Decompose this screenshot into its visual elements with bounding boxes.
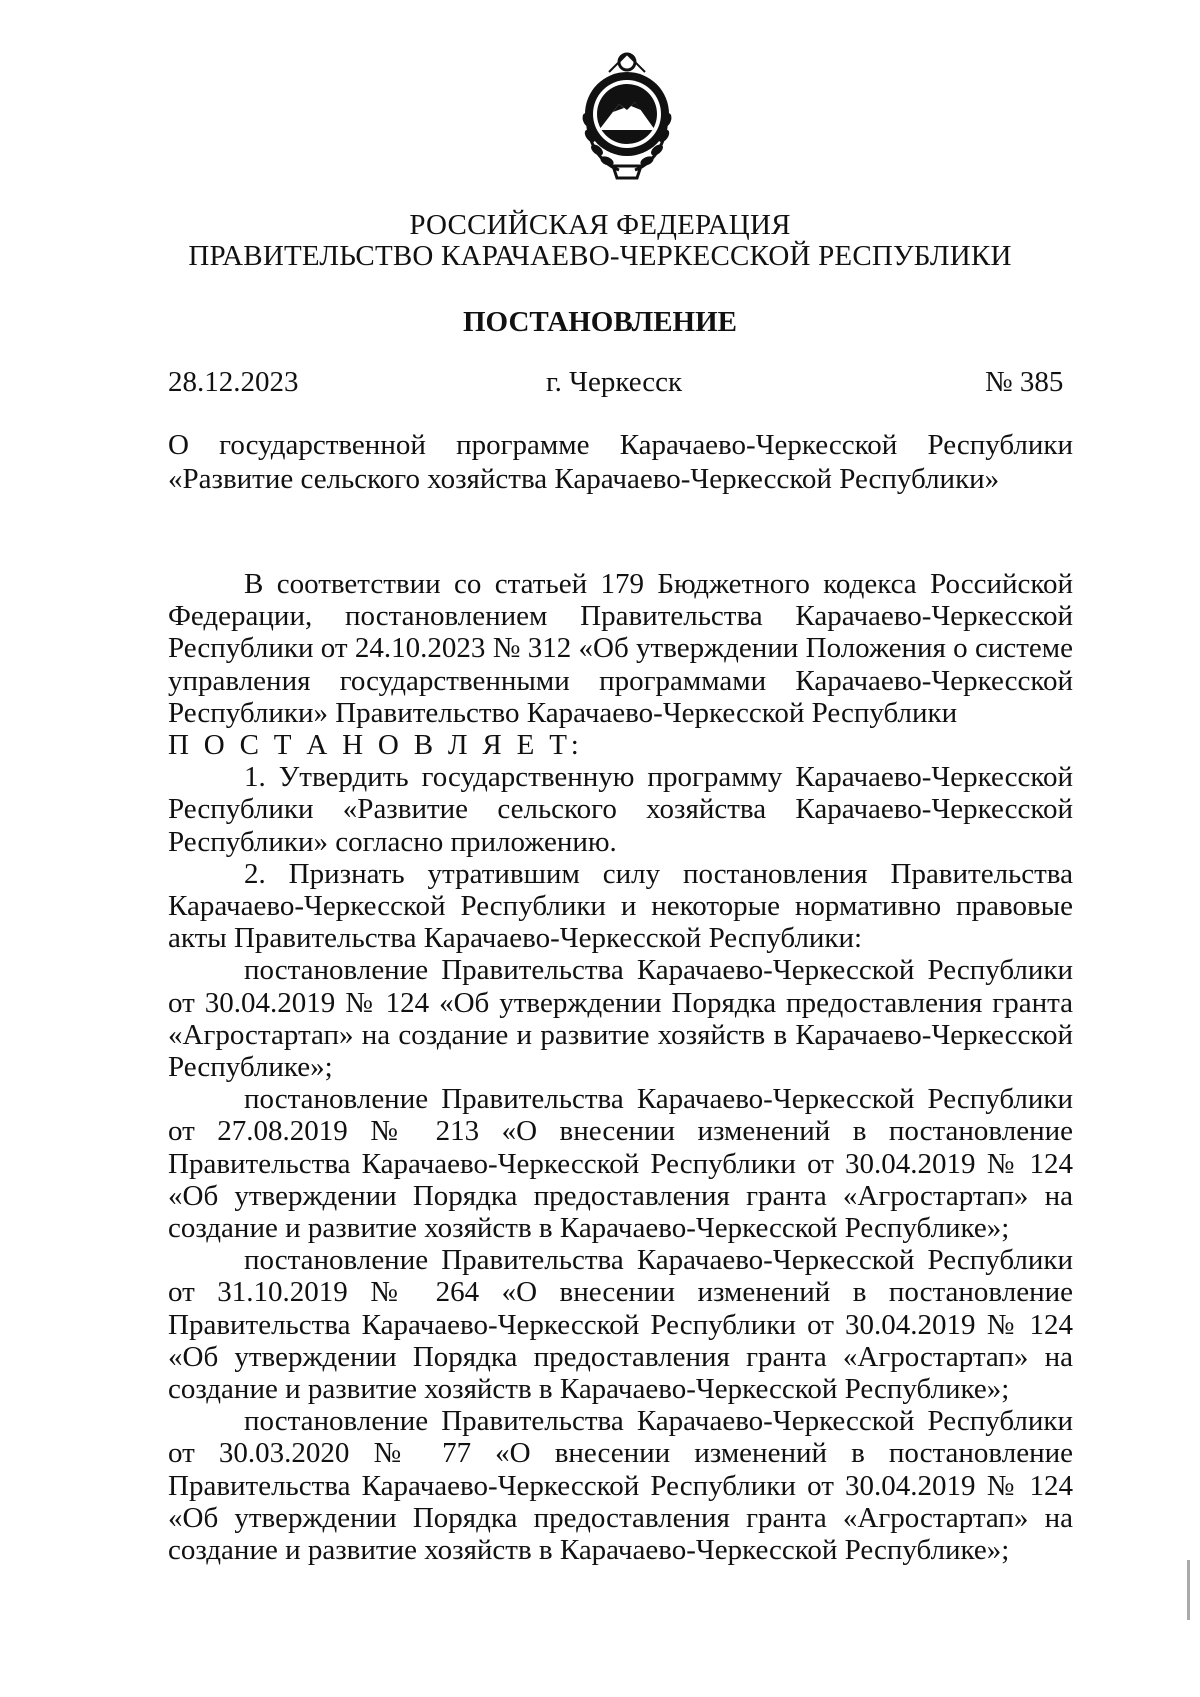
item-1-paragraph: 1. Утвердить государственную программу Карачаево-Черкесской Республики «Развитие сельского хозяйства Карачаево-Черкесской Республики» согласно приложению. [168,761,1073,858]
scan-artifact-divider [1187,1560,1190,1620]
repealed-act: постановление Правительства Карачаево-Черкесской Республики от 30.03.2020 № 77 «О внесении изменений в постановление Правительства Карачаево-Черкесской Республики от 30.04.2019 № 124 «Об утверждении Порядка предоставления гранта «Агростартап» на создание и развитие хозяйств в Карачаево-Черкесской Республике»; [168,1405,1073,1567]
repealed-act: постановление Правительства Карачаево-Черкесской Республики от 31.10.2019 № 264 «О внесении изменений в постановление Правительства Карачаево-Черкесской Республики от 30.04.2019 № 124 «Об утверждении Порядка предоставления гранта «Агростартап» на создание и развитие хозяйств в Карачаево-Черкесской Республике»; [168,1244,1073,1406]
document-body [168,568,1073,1566]
document-subject: О государственной программе Карачаево-Черкесской Республики «Развитие сельского хозяйства Карачаево-Черкесской Республики» [168,429,1073,495]
country-heading: РОССИЙСКАЯ ФЕДЕРАЦИЯ [409,209,791,241]
document-type-title: ПОСТАНОВЛЕНИЕ [462,306,737,338]
government-heading: ПРАВИТЕЛЬСТВО КАРАЧАЕВО-ЧЕРКЕССКОЙ РЕСПУБЛИКИ [188,240,1012,272]
preamble-paragraph: В соответствии со статьей 179 Бюджетного кодекса Российской Федерации, постановлением Правительства Карачаево-Черкесской Республики от 24.10.2023 № 312 «Об утверждении Положения о системе управления государственными программами Карачаево-Черкесской Республики» Правительство Карачаево-Черкесской Республики [168,568,1073,729]
coat-of-arms-icon [569,48,685,182]
repealed-act: постановление Правительства Карачаево-Черкесской Республики от 27.08.2019 № 213 «О внесении изменений в постановление Правительства Карачаево-Черкесской Республики от 30.04.2019 № 124 «Об утверждении Порядка предоставления гранта «Агростартап» на создание и развитие хозяйств в Карачаево-Черкесской Республике»; [168,1083,1073,1245]
item-2-paragraph: 2. Признать утратившим силу постановления Правительства Карачаево-Черкесской Республики и некоторые нормативно правовые акты Правительства Карачаево-Черкесской Республики: [168,857,1073,955]
document-date: 28.12.2023 [168,366,299,398]
document-number: № 385 [985,366,1064,398]
document-city: г. Черкесск [546,366,683,398]
resolves-heading: П О С Т А Н О В Л Я Е Т: [168,729,583,762]
repealed-act: постановление Правительства Карачаево-Черкесской Республики от 30.04.2019 № 124 «Об утверждении Порядка предоставления гранта «Агростартап» на создание и развитие хозяйств в Карачаево-Черкесской Республике»; [168,954,1073,1084]
